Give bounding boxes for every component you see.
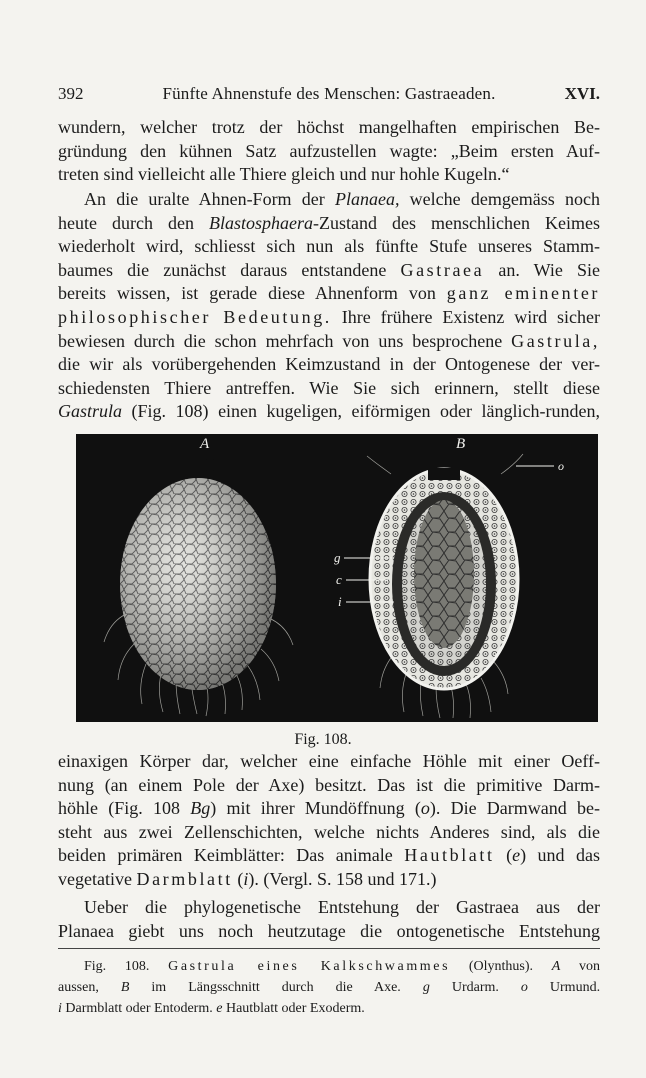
emphasis-gastraea: Gastraea	[400, 259, 485, 280]
text-line: Ueber die phylogenetische Entstehung der Gastraea aus der	[84, 897, 600, 917]
specimen-a	[104, 459, 293, 716]
paragraph-4	[58, 896, 600, 943]
running-title: Fünfte Ahnenstufe des Menschen: Gastraeaden.	[162, 84, 496, 103]
text-line: Gastrula (Fig. 108) einen kugeligen, eiförmigen oder länglich-runden,	[58, 401, 600, 422]
text-line: philosophischer Bedeutung. Ihre frühere Existenz wird sicher	[58, 306, 601, 327]
text-line: treten sind vielleicht alle Thiere gleich und nur hohle Kugeln.“	[58, 164, 510, 185]
paragraph-1	[58, 116, 600, 187]
text-line: schiedensten Thiere antreffen. Wie Sie sich erinnern, stellt diese	[58, 377, 600, 398]
label-c: c	[336, 572, 342, 587]
text-line: wiederholt wird, schliesst sich nun als fünfte Stufe unseres Stamm-	[58, 236, 600, 257]
gastrula-illustration	[76, 434, 598, 722]
text-line: bewiesen durch die schon mehrfach von uns besprochene Gastrula,	[58, 330, 600, 351]
emphasis-philosophischer: philosophischer Bedeutung.	[58, 306, 332, 327]
label-i: i	[338, 594, 342, 609]
running-header	[58, 84, 600, 110]
text-line: die wir als vorübergehenden Keimzustand in der Ontogenese der ver-	[58, 354, 600, 375]
text-line: beiden primären Keimblätter: Das animale Hautblatt (e) und das	[58, 845, 600, 866]
text-line: einaxigen Körper dar, welcher eine einfache Höhle mit einer Oeff-	[58, 751, 600, 771]
paragraph-3	[58, 750, 600, 892]
footnote-line: aussen, B im Längsschnitt durch die Axe. g Urdarm. o Urmund.	[58, 980, 601, 995]
footnote-rule	[58, 948, 600, 949]
text-line: baumes die zunächst daraus entstandene Gastraea an. Wie Sie	[58, 259, 601, 280]
figure-footnote	[58, 956, 600, 1019]
text-line: nung (an einem Pole der Axe) besitzt. Das ist die primitive Darm-	[58, 774, 600, 795]
text-line: höhle (Fig. 108 Bg) mit ihrer Mundöffnung (o). Die Darmwand be-	[58, 798, 601, 819]
text-line: An die uralte Ahnen-Form der Planaea, welche demgemäss noch	[84, 189, 600, 209]
text-line: Planaea giebt uns noch heutzutage die ontogenetische Entstehung	[58, 920, 600, 941]
text-line: gründung den kühnen Satz aufzustellen wagte: „Beim ersten Auf-	[58, 140, 600, 161]
specimen-b	[367, 454, 523, 718]
footnote-line: Fig. 108. Gastrula eines Kalkschwammes (Olynthus). A von	[84, 959, 601, 974]
figure-caption: Fig. 108.	[294, 731, 352, 748]
emphasis-ganz-eminenter: ganz eminenter	[446, 283, 600, 304]
footnote-line: i Darmblatt oder Entoderm. e Hautblatt oder Exoderm.	[58, 1001, 365, 1016]
label-b: B	[456, 436, 466, 452]
emphasis-hautblatt: Hautblatt	[404, 845, 495, 866]
emphasis-darmblatt: Darmblatt	[136, 868, 233, 889]
text-line: steht aus zwei Zellenschichten, welche nichts Anderes sind, als die	[58, 821, 600, 842]
chapter-number: XVI.	[564, 84, 600, 103]
label-o: o	[558, 459, 564, 473]
text-line: wundern, welcher trotz der höchst mangelhaften empirischen Be-	[58, 117, 600, 137]
label-g: g	[334, 550, 341, 565]
label-a: A	[200, 436, 210, 452]
page-number: 392	[58, 84, 84, 103]
figure-108-gastrula	[76, 434, 598, 722]
text-line: heute durch den Blastosphaera-Zustand des menschlichen Keimes	[58, 212, 600, 233]
text-line: bereits wissen, ist gerade diese Ahnenform von ganz eminenter	[58, 283, 600, 304]
paragraph-2	[58, 188, 600, 424]
text-line: vegetative Darmblatt (i). (Vergl. S. 158 und 171.)	[58, 868, 437, 889]
emphasis-gastrula: Gastrula,	[511, 330, 600, 351]
